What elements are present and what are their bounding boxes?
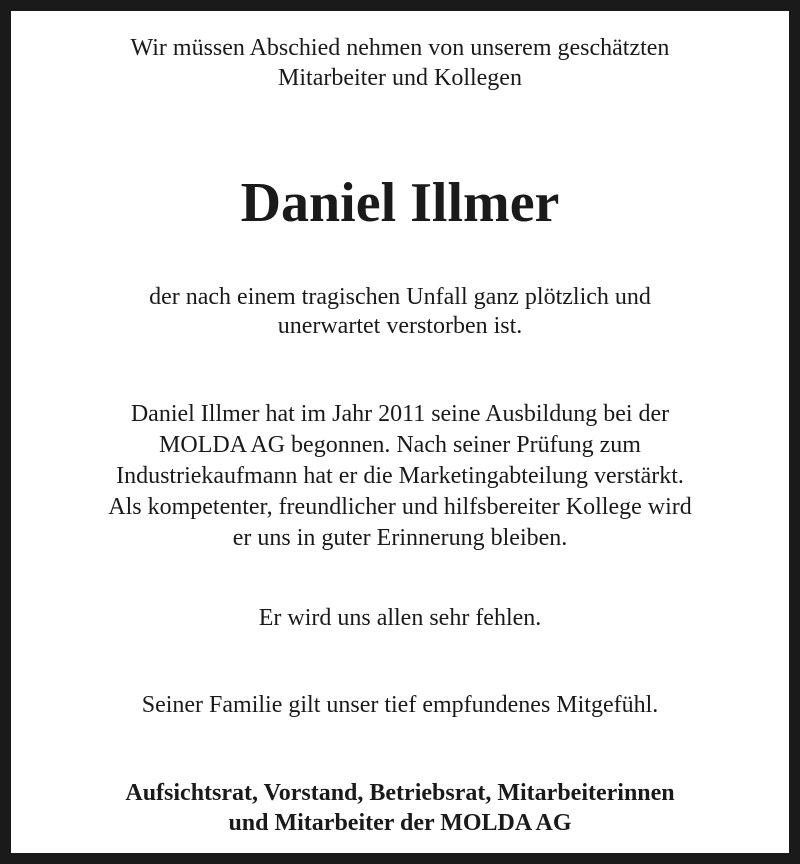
cause-text — [11, 283, 789, 341]
biography-line: Industriekaufmann hat er die Marketingabteilung verstärkt. — [116, 463, 684, 489]
biography-line: MOLDA AG begonnen. Nach seiner Prüfung zum — [159, 432, 641, 458]
biography-line: Daniel Illmer hat im Jahr 2011 seine Ausbildung bei der — [130, 401, 670, 427]
intro-text — [11, 33, 789, 93]
signatories-line: und Mitarbeiter der MOLDA AG — [228, 810, 572, 836]
sympathy-text — [11, 690, 789, 720]
intro-line: Wir müssen Abschied nehmen von unserem geschätzten — [130, 35, 670, 61]
biography-text — [11, 399, 789, 554]
intro-line: Mitarbeiter und Kollegen — [278, 65, 522, 91]
cause-line: der nach einem tragischen Unfall ganz plötzlich und — [149, 284, 651, 310]
biography-line: er uns in guter Erinnerung bleiben. — [232, 525, 568, 551]
signatories-line: Aufsichtsrat, Vorstand, Betriebsrat, Mitarbeiterinnen — [125, 780, 675, 806]
sympathy-line: Seiner Familie gilt unser tief empfundenes Mitgefühl. — [141, 692, 659, 718]
missed-line: Er wird uns allen sehr fehlen. — [258, 605, 542, 631]
cause-line: unerwartet verstorben ist. — [277, 313, 523, 339]
missed-text — [11, 603, 789, 633]
deceased-name — [11, 169, 789, 237]
deceased-name-text: Daniel Illmer — [240, 172, 560, 234]
biography-line: Als kompetenter, freundlicher und hilfsbereiter Kollege wird — [108, 494, 692, 520]
signatories — [11, 778, 789, 838]
